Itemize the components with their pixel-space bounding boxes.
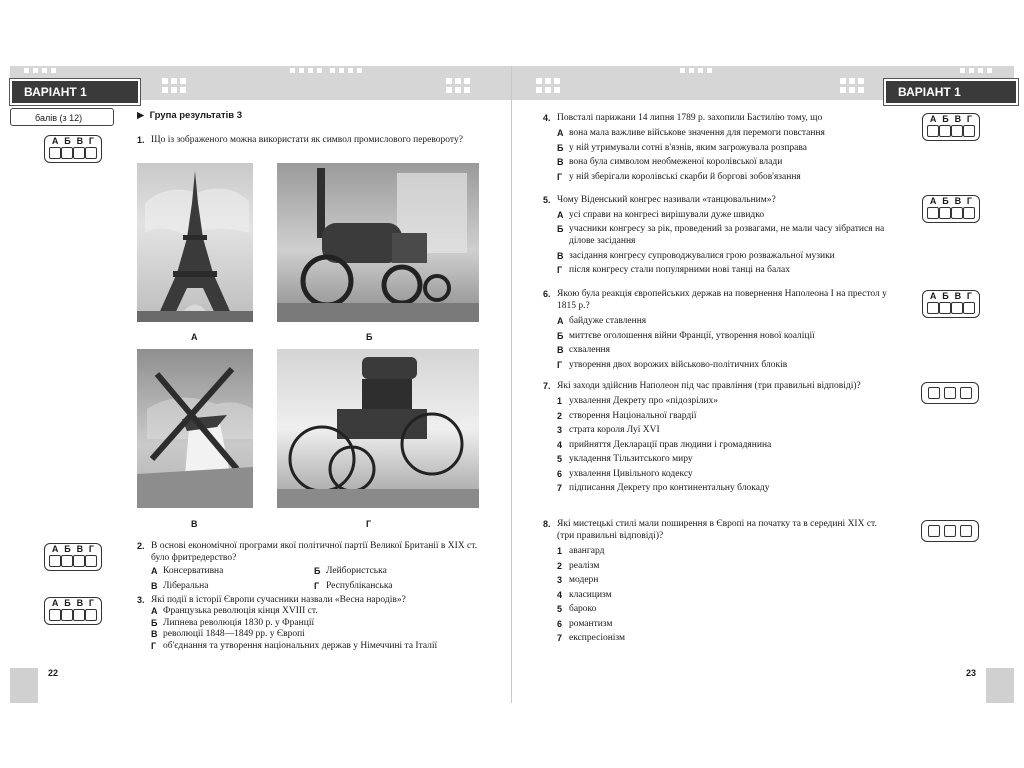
answer-option xyxy=(557,329,893,344)
answer-option xyxy=(557,208,893,223)
answer-option xyxy=(151,606,480,618)
answer-letter: А xyxy=(929,291,937,301)
image-label-c: В xyxy=(191,519,198,529)
answer-letter: Г xyxy=(88,544,95,554)
dots-decoration xyxy=(24,68,56,73)
answer-cell[interactable] xyxy=(951,125,963,137)
answer-cell[interactable] xyxy=(939,125,951,137)
question-text: В основі економічної програми якої політичної партії Великої Британії в ХІХ ст. було фритредерство? xyxy=(151,541,478,563)
answer-option xyxy=(557,249,893,264)
answer-cell[interactable] xyxy=(927,302,939,314)
answer-cell[interactable] xyxy=(960,525,972,537)
answer-cell[interactable] xyxy=(49,147,61,159)
answer-option xyxy=(557,544,893,559)
option-text: об'єднання та утворення національних держав у Німеччині та Італії xyxy=(163,640,438,651)
answer-cell[interactable] xyxy=(61,609,73,621)
answer-option xyxy=(314,579,477,594)
answer-box-q8[interactable] xyxy=(921,520,979,542)
option-letter: Г xyxy=(557,171,563,182)
option-number: 5 xyxy=(557,604,563,614)
answer-option xyxy=(151,579,314,594)
answer-letter: Г xyxy=(966,196,973,206)
option-letter: А xyxy=(557,128,564,138)
answer-letter: А xyxy=(929,196,937,206)
option-letter: Б xyxy=(557,142,564,153)
answer-cell[interactable] xyxy=(49,555,61,567)
option-letter: В xyxy=(557,345,564,355)
option-text: учасники конгресу за рік, проведений за розвагами, не мали часу зібратися на ділове засідання xyxy=(569,223,885,246)
answer-box-q2[interactable] xyxy=(44,543,102,571)
option-text: модерн xyxy=(569,575,599,585)
answer-letter: А xyxy=(51,544,59,554)
dots-decoration xyxy=(446,78,470,93)
option-number: 5 xyxy=(557,454,563,464)
option-text: реалізм xyxy=(569,560,600,571)
answer-cell[interactable] xyxy=(61,147,73,159)
answer-box-q5[interactable] xyxy=(922,195,980,223)
answer-option xyxy=(151,618,480,630)
answer-box-q4[interactable] xyxy=(922,113,980,141)
option-letter: Г xyxy=(557,359,563,370)
answer-letter: В xyxy=(76,136,84,146)
answer-letter: А xyxy=(51,598,59,608)
question-1 xyxy=(137,134,480,146)
option-letter: А xyxy=(557,316,564,326)
answer-option xyxy=(557,588,893,603)
option-text: ухвалення Цивільного кодексу xyxy=(569,468,693,479)
page-corner-left xyxy=(10,668,38,703)
answer-option xyxy=(557,423,893,438)
question-text: Що із зображеного можна використати як символ промислового перевороту? xyxy=(151,135,463,145)
question-number: 8. xyxy=(543,519,551,529)
page-gutter xyxy=(511,66,512,703)
answer-box-q6[interactable] xyxy=(922,290,980,318)
answer-option xyxy=(151,629,480,641)
question-text: Чому Віденський конгрес називали «танцювальним»? xyxy=(557,195,776,205)
answer-option xyxy=(557,126,893,141)
answer-box-q3[interactable] xyxy=(44,597,102,625)
answer-letter: Б xyxy=(64,544,71,554)
option-letter: А xyxy=(557,210,564,220)
answer-cell[interactable] xyxy=(73,609,85,621)
answer-option xyxy=(557,155,893,170)
answer-cell[interactable] xyxy=(939,207,951,219)
option-text: революції 1848—1849 рр. у Європі xyxy=(163,629,305,639)
question-number: 4. xyxy=(543,113,551,123)
answer-letter: Г xyxy=(966,291,973,301)
option-letter: Г xyxy=(314,580,320,591)
page-number-right: 23 xyxy=(966,668,977,678)
dots-decoration xyxy=(536,78,560,93)
option-number: 2 xyxy=(557,410,563,421)
question-7 xyxy=(543,380,893,496)
option-text: засідання конгресу супроводжувалися грою розважальної музики xyxy=(569,250,835,261)
answer-option xyxy=(557,559,893,574)
answer-letter: Б xyxy=(942,291,949,301)
dots-decoration xyxy=(960,68,992,73)
option-letter: В xyxy=(557,157,564,167)
option-letter: Г xyxy=(151,640,157,651)
answer-letter: А xyxy=(929,114,937,124)
question-3 xyxy=(137,594,480,652)
option-letter: Б xyxy=(557,330,564,341)
answer-letter: В xyxy=(954,196,962,206)
option-letter: А xyxy=(151,566,158,576)
dots-decoration xyxy=(680,68,712,73)
option-text: створення Національної гвардії xyxy=(569,410,697,421)
option-number: 7 xyxy=(557,633,563,643)
option-text: прийняття Декларації прав людини і громадянина xyxy=(569,439,772,450)
option-letter: В xyxy=(151,580,158,591)
answer-box-q1[interactable] xyxy=(44,135,102,163)
answer-cell[interactable] xyxy=(49,609,61,621)
group-title: ▶ Група результатів 3 xyxy=(137,110,243,121)
answer-cell[interactable] xyxy=(944,387,956,399)
question-6 xyxy=(543,288,893,372)
answer-cell[interactable] xyxy=(928,525,940,537)
option-number: 4 xyxy=(557,589,563,600)
option-text: бароко xyxy=(569,604,597,614)
page-number-left: 22 xyxy=(48,668,59,678)
answer-option xyxy=(557,223,893,247)
answer-option xyxy=(557,602,893,617)
answer-option xyxy=(557,573,893,588)
option-text: вона була символом необмеженої королівської влади xyxy=(569,157,783,167)
question-2 xyxy=(137,540,480,593)
question-text: Які заходи здійснив Наполеон під час правління (три правильні відповіді)? xyxy=(557,381,861,391)
answer-letter: В xyxy=(954,291,962,301)
option-text: Липнева революція 1830 р. у Франції xyxy=(163,617,315,628)
answer-option xyxy=(557,438,893,453)
variant-label-left: ВАРІАНТ 1 xyxy=(10,79,140,105)
option-letter: Г xyxy=(557,265,563,275)
option-text: ухвалення Декрету про «підозрілих» xyxy=(569,396,719,406)
answer-option xyxy=(557,343,893,358)
answer-cell[interactable] xyxy=(963,125,975,137)
option-letter: В xyxy=(151,629,158,639)
answer-letter: Б xyxy=(942,114,949,124)
option-text: утворення двох ворожих військово-політичних блоків xyxy=(569,359,788,370)
option-text: у ній утримували сотні в'язнів, яким загрожувала розправа xyxy=(569,142,807,153)
answer-option xyxy=(557,409,893,424)
option-text: Лейбористська xyxy=(326,566,387,576)
option-number: 2 xyxy=(557,560,563,571)
answer-option xyxy=(557,263,893,278)
option-text: страта короля Луї XVI xyxy=(569,425,660,435)
question-number: 6. xyxy=(543,289,551,299)
answer-letter: Г xyxy=(88,136,95,146)
option-text: класицизм xyxy=(569,589,612,600)
image-label-a: А xyxy=(191,332,198,342)
answer-option xyxy=(151,564,314,579)
answer-option xyxy=(557,358,893,373)
answer-option xyxy=(557,452,893,467)
question-number: 3. xyxy=(137,595,145,605)
option-text: авангард xyxy=(569,546,605,556)
dots-decoration xyxy=(330,68,362,73)
dots-decoration xyxy=(290,68,322,73)
page-corner-right xyxy=(986,668,1014,703)
answer-cell[interactable] xyxy=(951,302,963,314)
answer-letter: А xyxy=(51,136,59,146)
answer-cell[interactable] xyxy=(939,302,951,314)
answer-cell[interactable] xyxy=(73,555,85,567)
question-text: Якою була реакція європейських держав на повернення Наполеона І на престол у 1815 р.? xyxy=(557,289,887,311)
answer-letter: Б xyxy=(64,136,71,146)
question-number: 5. xyxy=(543,195,551,205)
option-text: у ній зберігали королівські скарби й боргові зобов'язання xyxy=(569,171,801,182)
option-number: 3 xyxy=(557,425,563,435)
answer-box-q7[interactable] xyxy=(921,382,979,404)
answer-option xyxy=(557,141,893,156)
steam-locomotive-image xyxy=(277,163,479,322)
answer-cell[interactable] xyxy=(960,387,972,399)
dots-decoration xyxy=(162,78,186,93)
answer-option xyxy=(557,481,893,496)
answer-cell[interactable] xyxy=(73,147,85,159)
eiffel-tower-image xyxy=(137,163,253,322)
dots-decoration xyxy=(840,78,864,93)
option-number: 3 xyxy=(557,575,563,585)
answer-cell[interactable] xyxy=(85,147,97,159)
answer-letter: Б xyxy=(64,598,71,608)
answer-letter: Б xyxy=(942,196,949,206)
option-number: 6 xyxy=(557,618,563,629)
option-text: укладення Тільзитського миру xyxy=(569,454,693,464)
answer-cell[interactable] xyxy=(85,555,97,567)
option-text: схвалення xyxy=(569,345,610,355)
answer-cell[interactable] xyxy=(928,387,940,399)
answer-option xyxy=(314,564,477,579)
question-number: 2. xyxy=(137,541,145,551)
option-number: 1 xyxy=(557,396,563,406)
answer-cell[interactable] xyxy=(61,555,73,567)
image-label-b: Б xyxy=(366,332,373,342)
answer-cell[interactable] xyxy=(951,207,963,219)
answer-cell[interactable] xyxy=(963,207,975,219)
answer-cell[interactable] xyxy=(944,525,956,537)
question-4 xyxy=(543,112,893,184)
option-number: 6 xyxy=(557,468,563,479)
answer-letter: В xyxy=(954,114,962,124)
answer-cell[interactable] xyxy=(85,609,97,621)
option-number: 7 xyxy=(557,483,563,493)
option-text: романтизм xyxy=(569,618,613,629)
option-text: байдуже ставлення xyxy=(569,316,647,326)
option-text: експресіонізм xyxy=(569,633,626,643)
question-number: 7. xyxy=(543,381,551,391)
answer-letter: В xyxy=(76,544,84,554)
answer-cell[interactable] xyxy=(927,207,939,219)
answer-option xyxy=(557,314,893,329)
answer-letter: Г xyxy=(88,598,95,608)
option-letter: Б xyxy=(557,223,564,234)
early-automobile-image xyxy=(277,349,479,508)
question-text: Які події в історії Європи сучасники назвали «Весна народів»? xyxy=(151,595,406,605)
option-number: 4 xyxy=(557,439,563,450)
question-text: Які мистецькі стилі мали поширення в Європі на початку та в середині ХІХ ст. (три правильні відповіді)? xyxy=(557,519,877,541)
option-text: Ліберальна xyxy=(163,580,209,591)
score-label: балів (з 12) xyxy=(10,108,114,126)
answer-letter: Г xyxy=(966,114,973,124)
option-text: підписання Декрету про континентальну блокаду xyxy=(569,483,770,493)
windmill-image xyxy=(137,349,253,508)
option-number: 1 xyxy=(557,546,563,556)
answer-option xyxy=(557,394,893,409)
option-text: Республіканська xyxy=(326,580,393,591)
question-text: Повсталі парижани 14 липня 1789 р. захопили Бастилію тому, що xyxy=(557,113,823,123)
option-text: усі справи на конгресі вирішували дуже швидко xyxy=(569,210,765,220)
answer-option xyxy=(557,467,893,482)
question-number: 1. xyxy=(137,135,145,145)
variant-label-right: ВАРІАНТ 1 xyxy=(884,79,1018,105)
option-letter: А xyxy=(151,606,158,616)
answer-option xyxy=(151,641,480,653)
question-8 xyxy=(543,518,893,646)
option-text: Консервативна xyxy=(163,566,224,576)
answer-option xyxy=(557,617,893,632)
option-text: вона мала важливе військове значення для перемоги повстання xyxy=(569,128,825,138)
answer-option xyxy=(557,631,893,646)
answer-letter: В xyxy=(76,598,84,608)
question-5 xyxy=(543,194,893,278)
answer-cell[interactable] xyxy=(927,125,939,137)
image-label-d: Г xyxy=(366,519,372,529)
option-text: миттєве оголошення війни Франції, утворення нової коаліції xyxy=(569,330,815,341)
option-letter: В xyxy=(557,250,564,261)
answer-cell[interactable] xyxy=(963,302,975,314)
option-letter: Б xyxy=(151,617,158,628)
option-text: Французька революція кінця XVIII ст. xyxy=(163,606,318,616)
group-title-text: Група результатів 3 xyxy=(149,110,243,121)
option-text: після конгресу стали популярними нові танці на балах xyxy=(569,265,790,275)
option-letter: Б xyxy=(314,566,321,576)
answer-option xyxy=(557,170,893,185)
